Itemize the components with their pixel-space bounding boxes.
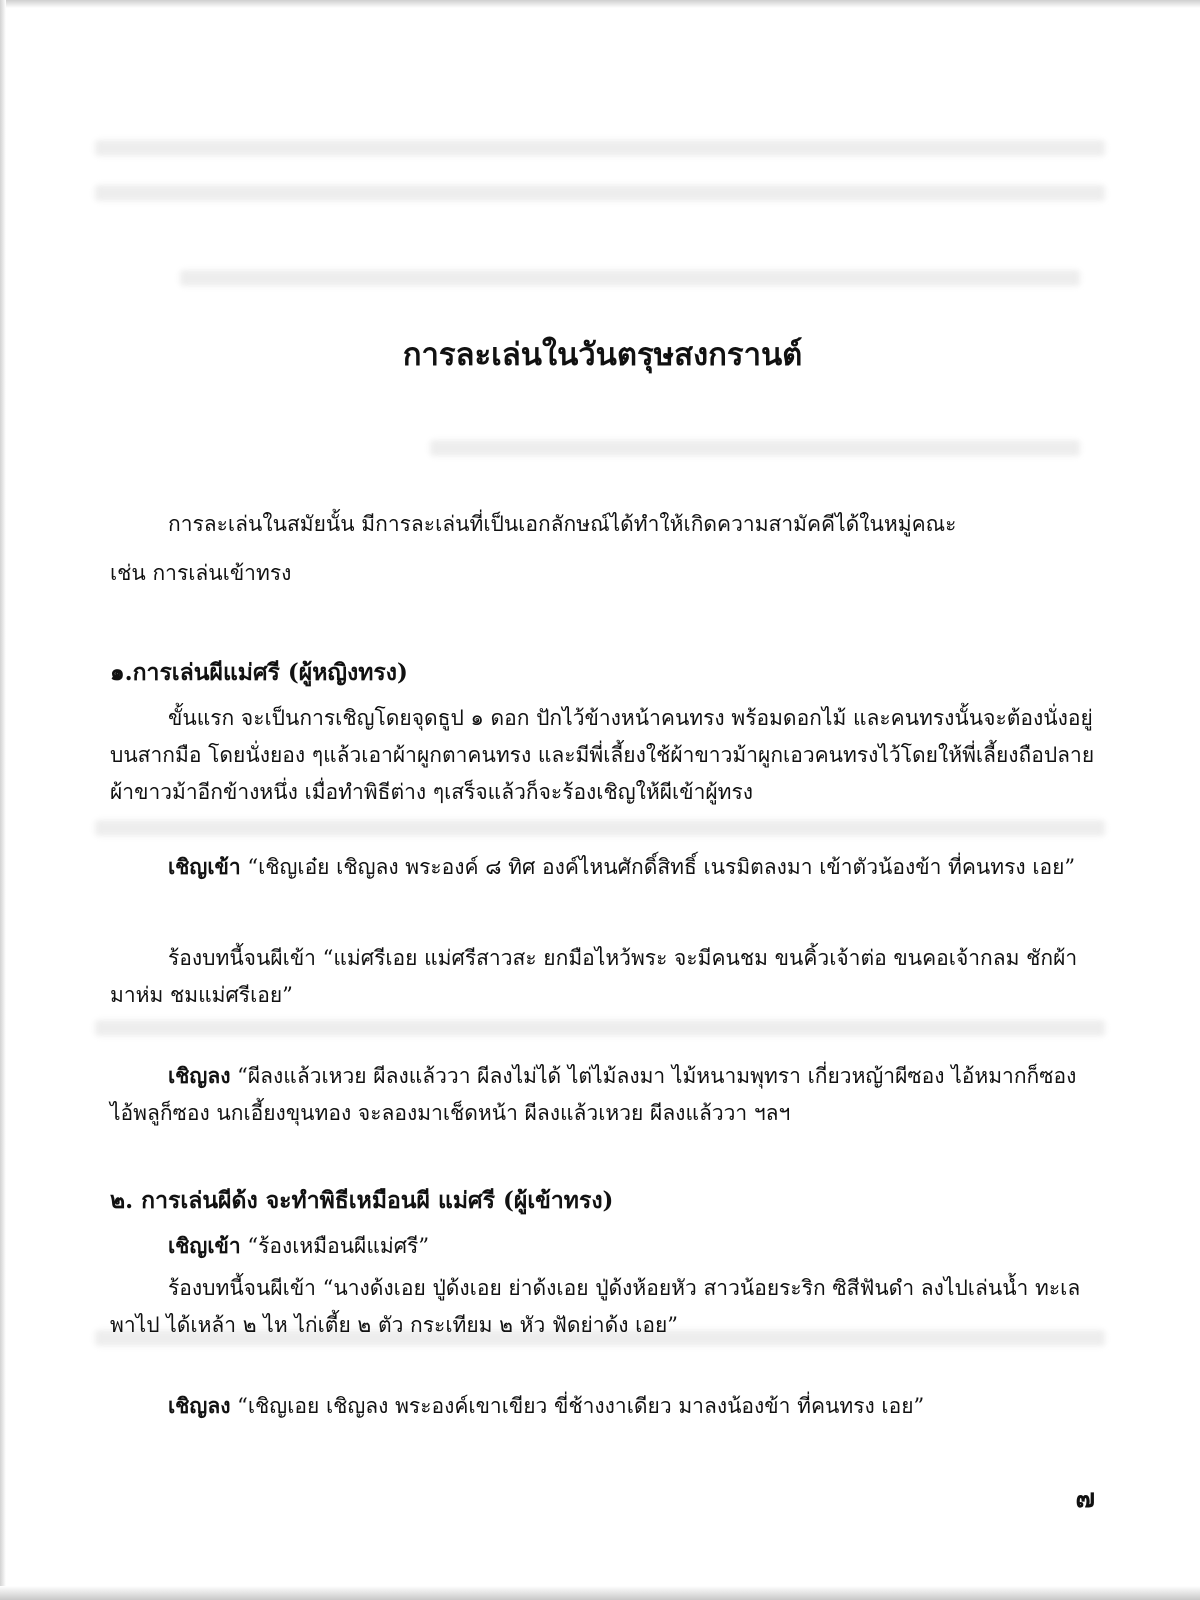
invite-in-label: เชิญเข้า — [168, 1233, 241, 1258]
intro-line-2: เช่น การเล่นเข้าทรง — [110, 561, 292, 585]
bleed-through-shadow — [95, 140, 1105, 156]
invite-out-label: เชิญลง — [168, 1393, 231, 1418]
section-1-heading: ๑.การเล่นผีแม่ศรี (ผู้หญิงทรง) — [110, 659, 408, 686]
page-title: การละเล่นในวันตรุษสงกรานต์ — [402, 337, 803, 373]
intro-paragraph — [110, 506, 1095, 592]
scan-edge-top — [0, 0, 1200, 8]
section-1-paragraph: ขั้นแรก จะเป็นการเชิญโดยจุดธูป ๑ ดอก ปักไว้ข้างหน้าคนทรง พร้อมดอกไม้ และคนทรงนั้นจะต้องนั่งอยู่บนสากมือ โดยนั่งยอง ๆแล้วเอาผ้าผูกตาคนทรง และมีพี่เลี้ยงใช้ผ้าขาวม้าผูกเอวคนทรงไว้โดยให้พี่เลี้ยงถือปลายผ้าขาวม้าอีกข้างหนึ่ง เมื่อทำพิธีต่าง ๆเสร็จแล้วก็จะร้องเชิญให้ผีเข้าผู้ทรง — [110, 706, 1095, 804]
bleed-through-shadow — [430, 440, 1080, 456]
invite-in-chant: “ร้องเหมือนผีแม่ศรี” — [240, 1234, 430, 1258]
section-2-song: ร้องบทนี้จนผีเข้า “นางด้งเอย ปู่ด้งเอย ย่าด้งเอย ปู่ด้งห้อยหัว สาวน้อยระริก ซิสีฟันดำ ลงไปเล่นน้ำ ทะเลพาไป ได้เหล้า ๒ ไห ไก่เตี้ย ๒ ตัว กระเทียม ๒ หัว ฟัดย่าด้ง เอย” — [110, 1276, 1081, 1337]
intro-line-1: การละเล่นในสมัยนั้น มีการละเล่นที่เป็นเอกลักษณ์ได้ทำให้เกิดความสามัคคีได้ในหมู่คณะ — [168, 512, 957, 536]
scan-edge-left — [0, 0, 6, 1600]
section-2-invite-out — [110, 1387, 1095, 1425]
bleed-through-shadow — [95, 185, 1105, 201]
bleed-through-shadow — [95, 1020, 1105, 1036]
section-1-invite-out — [110, 1057, 1095, 1132]
bleed-through-shadow — [180, 270, 1080, 286]
invite-out-chant: “ผีลงแล้วเหวย ผีลงแล้ววา ผีลงไม่ได้ ไต่ไม้ลงมา ไม้หนามพุทรา เกี่ยวหญ้าผีซอง ไอ้หมากก็ซอง ไอ้พลูก็ซอง นกเอี้ยงขุนทอง จะลองมาเช็ดหน้า ผีลงแล้วเหวย ผีลงแล้ววา ฯลฯ — [110, 1064, 1077, 1125]
invite-out-label: เชิญลง — [168, 1063, 231, 1088]
scan-edge-bottom — [0, 1586, 1200, 1600]
section-1-song: ร้องบทนี้จนผีเข้า “แม่ศรีเอย แม่ศรีสาวสะ ยกมือไหว้พระ จะมีคนชม ขนคิ้วเจ้าต่อ ขนคอเจ้ากลม ชักผ้ามาห่ม ชมแม่ศรีเอย” — [110, 946, 1078, 1007]
section-1-invite-in — [110, 848, 1095, 886]
bleed-through-shadow — [95, 820, 1105, 836]
invite-out-chant: “เชิญเอย เชิญลง พระองค์เขาเขียว ขี่ช้างงาเดียว มาลงน้องข้า ที่คนทรง เอย” — [230, 1394, 925, 1418]
section-2-heading: ๒. การเล่นผีด้ง จะทำพิธีเหมือนผี แม่ศรี (ผู้เข้าทรง) — [110, 1187, 614, 1214]
section-2-invite-in — [110, 1227, 1095, 1265]
page-number: ๗ — [1075, 1484, 1095, 1514]
invite-in-chant: “เชิญเอ๋ย เชิญลง พระองค์ ๘ ทิศ องค์ไหนศักดิ์สิทธิ์ เนรมิตลงมา เข้าตัวน้องข้า ที่คนทรง เอย” — [240, 855, 1076, 879]
invite-in-label: เชิญเข้า — [168, 854, 241, 879]
